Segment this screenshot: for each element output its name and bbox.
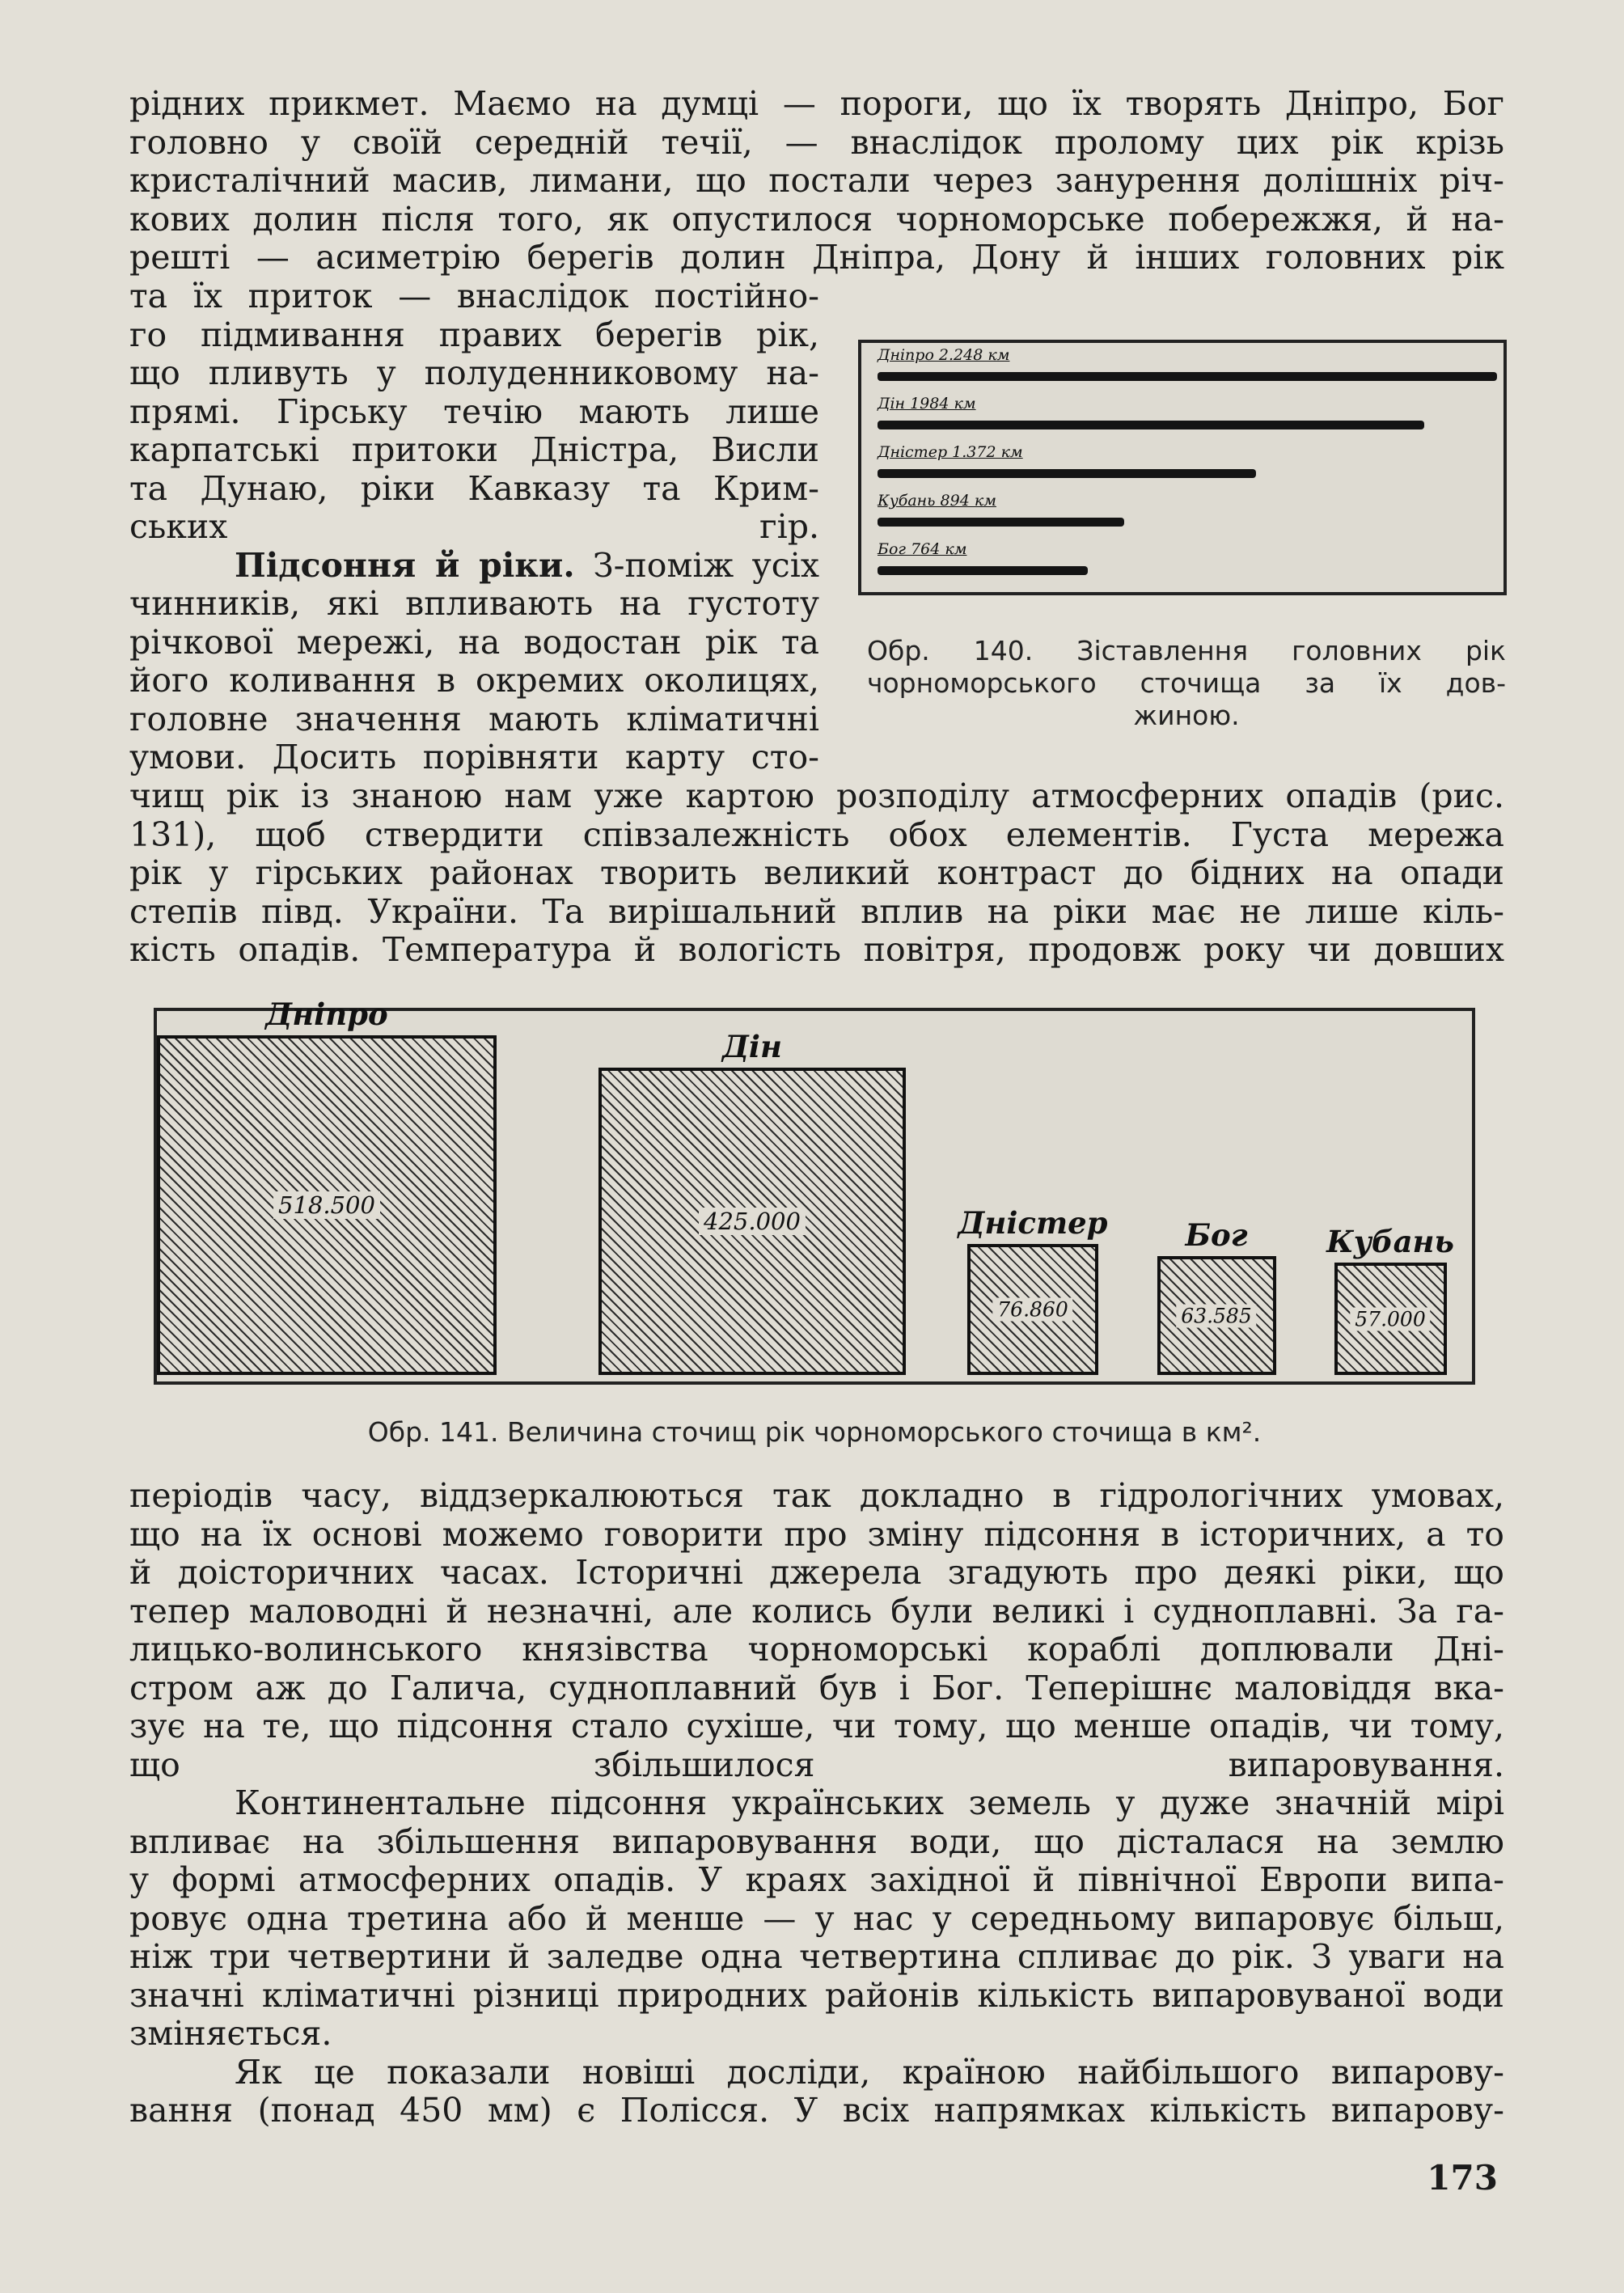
bar-label: Бог 764 км (878, 540, 967, 558)
bar (878, 518, 1124, 527)
area-value-label: 57.000 (1350, 1307, 1430, 1331)
text-line: чищ рік із знаною нам уже картою розподілу атмосферних опадів (рис. (129, 776, 1504, 815)
area-square (598, 1068, 906, 1375)
area-value-label: 63.585 (1176, 1304, 1256, 1327)
text-line: кристалічний масив, лимани, що постали через занурення долішніх річ- (129, 161, 1504, 200)
text-line: степів півд. України. Та вирішальний вплив на ріки має не лише кіль- (129, 891, 1504, 931)
text-line: 131), щоб ствердити співзалежність обох елементів. Густа мережа (129, 814, 1504, 854)
text-line: го підмивання правих берегів рік, (129, 315, 819, 354)
text-line: головно у своїй середній течії, — внаслідок пролому цих рік крізь (129, 122, 1504, 162)
text-line: рідних прикмет. Маємо на думці — пороги, що їх творять Дніпро, Бог (129, 84, 1504, 123)
text-line: рік у гірських районах творить великий контраст до бідних на опади (129, 853, 1504, 892)
area-value-label: 76.860 (992, 1298, 1072, 1322)
area-name-label: Дніпро (265, 996, 388, 1032)
area-name-label: Кубань (1326, 1224, 1454, 1259)
bar-label: Дін 1984 км (878, 395, 976, 412)
body-text-bottom (129, 1477, 1504, 2130)
text-line: зміняється. (129, 2014, 332, 2053)
body-text-mid (129, 777, 1504, 970)
body-text-narrow (129, 277, 819, 777)
text-line: зує на те, що підсоння стало сухіше, чи тому, що менше опадів, чи тому, (129, 1707, 1504, 1745)
figure-141-caption: Обр. 141. Величина сточищ рік чорноморського сточища в км². (367, 1416, 1262, 1448)
text-line: кість опадів. Температура й вологість повітря, продовж року чи довших (129, 930, 1504, 969)
area-square (967, 1244, 1098, 1375)
caption-line: Обр. 140. Зіставлення головних рік (867, 635, 1506, 666)
text-line: умови. Досить порівняти карту сто- (129, 738, 819, 776)
text-line: кових долин після того, як опустилося чорноморське побережжя, й на- (129, 199, 1504, 239)
text-line: що пливуть у полуденниковому на- (129, 353, 819, 392)
bar-label: Кубань 894 км (878, 492, 996, 510)
text-run: З-поміж усіх (574, 545, 819, 585)
text-line: ровує одна третина або й менше — у нас у середньому випаровує більш, (129, 1898, 1504, 1938)
area-name-label: Бог (1185, 1217, 1248, 1253)
caption-line: жиною. (1133, 700, 1240, 731)
text-line: впливає на збільшення випаровування води, що дісталася на землю (129, 1821, 1504, 1861)
bar-label: Дністер 1.372 км (878, 443, 1023, 461)
text-line: ських гір. (129, 507, 819, 546)
figure-140-caption (867, 635, 1506, 732)
section-heading: Підсоння й ріки. (235, 545, 575, 585)
text-line: решті — асиметрію берегів долин Дніпра, Дону й інших головних рік (129, 238, 1504, 277)
body-text-top (129, 85, 1504, 277)
bar (878, 372, 1497, 381)
text-line: що на їх основі можемо говорити про зміну підсоння в історичних, а то (129, 1514, 1504, 1554)
text-line: його коливання в окремих околицях, (129, 661, 819, 700)
area-name-label: Дін (722, 1029, 782, 1064)
text-line: та Дунаю, ріки Кавказу та Крим- (129, 468, 819, 508)
text-line: Як це показали новіші досліди, країною найбільшого випарову- (235, 2052, 1504, 2092)
text-line: й доісторичних часах. Історичні джерела згадують про деякі ріки, що (129, 1553, 1504, 1592)
text-line: лицько-волинського князівства чорноморські кораблі доплювали Дні- (129, 1630, 1504, 1669)
text-line: стром аж до Галича, судноплавний був і Бог. Теперішнє маловіддя вка- (129, 1668, 1504, 1707)
text-line: вання (понад 450 мм) є Полісся. У всіх напрямках кількість випарову- (129, 2091, 1504, 2130)
area-square (1157, 1256, 1276, 1375)
text-line: карпатські притоки Дністра, Висли (129, 430, 819, 469)
text-line: періодів часу, віддзеркалюються так докладно в гідрологічних умовах, (129, 1476, 1504, 1515)
area-square (1334, 1263, 1447, 1375)
area-value-label: 425.000 (699, 1208, 806, 1235)
text-line: чинників, які впливають на густоту (129, 584, 819, 623)
area-square (157, 1035, 497, 1375)
text-line: тепер маловодні й незначні, але колись були великі і судноплавні. За га- (129, 1591, 1504, 1631)
text-line: ніж три четвертини й заледве одна четвертина спливає до рік. З уваги на (129, 1937, 1504, 1976)
area-name-label: Дністер (958, 1205, 1108, 1241)
text-line: та їх приток — внаслідок постійно- (129, 277, 819, 315)
bar-label: Дніпро 2.248 км (878, 346, 1010, 364)
text-line: у формі атмосферних опадів. У краях західної й північної Европи випа- (129, 1860, 1504, 1899)
figure-140-chart (858, 340, 1507, 595)
page-number: 173 (1427, 2158, 1498, 2198)
text-line: що збільшилося випаровування. (129, 1745, 1504, 1784)
text-line: головне значення мають кліматичні (129, 699, 819, 738)
bar (878, 469, 1256, 478)
bar (878, 566, 1088, 575)
text-line: Континентальне підсоння українських земель у дуже значній мірі (235, 1783, 1504, 1822)
text-line: значні кліматичні різниці природних районів кількість випаровуваної води (129, 1975, 1504, 2015)
area-value-label: 518.500 (273, 1191, 380, 1219)
figure-141-chart (154, 996, 1475, 1385)
caption-line: чорноморського сточища за їх дов- (867, 667, 1506, 699)
text-line: прямі. Гірську течію мають лише (129, 391, 819, 431)
section-heading-line (129, 547, 819, 586)
text-line: річкової мережі, на водостан рік та (129, 622, 819, 662)
bar (878, 421, 1424, 429)
